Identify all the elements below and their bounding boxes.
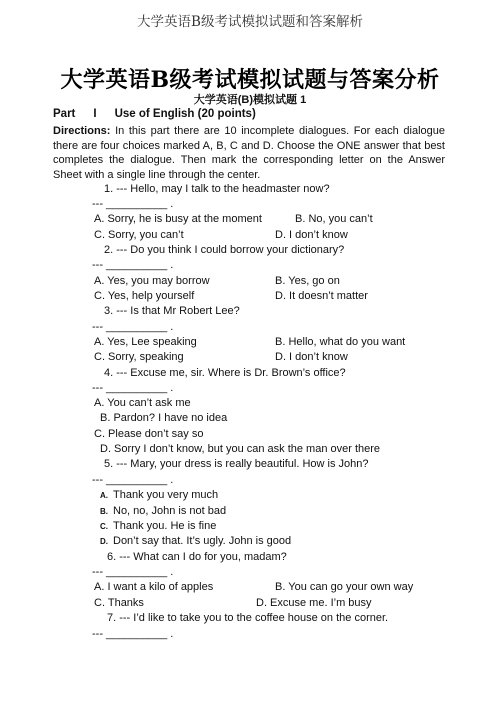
part-heading: [53, 108, 274, 120]
q5-option-a: [100, 488, 218, 503]
answer-blank-1: --- __________ .: [92, 198, 174, 210]
answer-blank-6: --- __________ .: [92, 566, 174, 578]
q5-option-b: [100, 504, 226, 519]
q5-mark-d: D.: [100, 537, 108, 546]
q3-option-b: B. Hello, what do you want: [275, 336, 406, 348]
part-number: I: [93, 108, 97, 120]
q4-option-a: A. You can’t ask me: [94, 397, 191, 409]
question-1: 1. --- Hello, may I talk to the headmaster now?: [104, 183, 330, 195]
q5-option-d: [100, 534, 291, 549]
q3-option-c: C. Sorry, speaking: [94, 351, 184, 363]
page-header: 大学英语B级考试模拟试题和答案解析: [137, 14, 363, 30]
q5-mark-c: C.: [100, 522, 108, 531]
q5-text-c: Thank you. He is fine: [113, 520, 217, 532]
part-name: Use of English (20 points): [114, 108, 256, 120]
q5-text-b: No, no, John is not bad: [113, 505, 227, 517]
q5-mark-a: A.: [100, 491, 108, 500]
q4-option-d: D. Sorry I don’t know, but you can ask the man over there: [100, 443, 381, 455]
answer-blank-5: --- __________ .: [92, 474, 174, 486]
answer-blank-2: --- __________ .: [92, 259, 174, 271]
question-4: 4. --- Excuse me, sir. Where is Dr. Brown’s office?: [104, 367, 346, 379]
answer-blank-7: --- __________ .: [92, 628, 174, 640]
question-3: 3. --- Is that Mr Robert Lee?: [104, 305, 240, 317]
q1-option-b: B. No, you can’t: [295, 213, 373, 225]
question-6: 6. --- What can I do for you, madam?: [107, 551, 287, 563]
answer-blank-3: --- __________ .: [92, 321, 174, 333]
question-7: 7. --- I’d like to take you to the coffee house on the corner.: [107, 612, 389, 624]
q3-option-a: A. Yes, Lee speaking: [94, 336, 197, 348]
q6-option-a: A. I want a kilo of apples: [94, 581, 214, 593]
part-label: Part: [53, 108, 76, 120]
q4-option-c: C. Please don’t say so: [94, 428, 204, 440]
question-5: 5. --- Mary, your dress is really beautiful. How is John?: [104, 458, 369, 470]
directions: [53, 124, 445, 182]
q6-option-b: B. You can go your own way: [275, 581, 414, 593]
document-title: 大学英语B级考试模拟试题与答案分析: [60, 67, 440, 93]
q2-option-b: B. Yes, go on: [275, 275, 340, 287]
q4-option-b: B. Pardon? I have no idea: [100, 412, 228, 424]
q2-option-d: D. It doesn’t matter: [275, 290, 368, 302]
directions-text: In this part there are 10 incomplete dialogues. For each dialogue there are four choices marked A, B, C and D. Choose the ONE answer that best completes the dialogue. Then mark the corresponding letter on the Answer Sheet with a single line through the center.: [53, 125, 445, 181]
q6-option-c: C. Thanks: [94, 597, 144, 609]
q5-text-d: Don’t say that. It’s ugly. John is good: [113, 535, 292, 547]
answer-blank-4: --- __________ .: [92, 382, 174, 394]
q2-option-c: C. Yes, help yourself: [94, 290, 195, 302]
question-2: 2. --- Do you think I could borrow your dictionary?: [104, 244, 345, 256]
q1-option-a: A. Sorry, he is busy at the moment: [94, 213, 262, 225]
q5-text-a: Thank you very much: [113, 489, 219, 501]
q5-mark-b: B.: [100, 507, 108, 516]
q3-option-d: D. I don’t know: [275, 351, 348, 363]
directions-label: Directions:: [53, 125, 111, 137]
q1-option-d: D. I don’t know: [275, 229, 348, 241]
document-subtitle: 大学英语(B)模拟试题 1: [193, 94, 307, 106]
q6-option-d: D. Excuse me. I’m busy: [256, 597, 372, 609]
q1-option-c: C. Sorry, you can’t: [94, 229, 184, 241]
q2-option-a: A. Yes, you may borrow: [94, 275, 210, 287]
q5-option-c: [100, 519, 216, 534]
